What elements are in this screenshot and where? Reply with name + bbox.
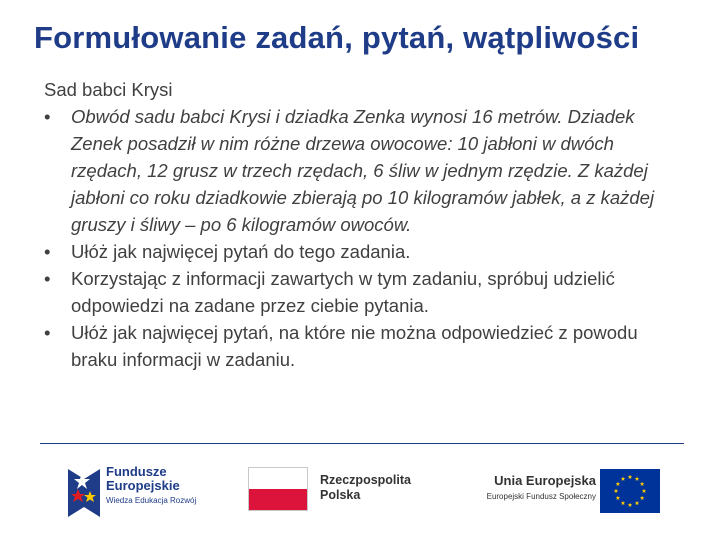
slide-title: Formułowanie zadań, pytań, wątpliwości xyxy=(34,20,640,55)
stars-logo-icon xyxy=(64,465,102,521)
polish-flag-icon xyxy=(248,467,308,511)
slide-content xyxy=(44,76,689,373)
bullet-list xyxy=(44,103,689,373)
rp-logo-line2: Polska xyxy=(320,488,361,502)
bullet-text: Obwód sadu babci Krysi i dziadka Zenka wynosi 16 metrów. Dziadek Zenek posadził w nim różne drzewa owocowe: 10 jabłoni w dwóch rzędach, 12 grusz w trzech rzędach, 6 śliw w jednym rzędzie. Z każdej jabłoni co roku dziadkowie zbierają po 10 kilogramów jabłek, a z każdej gruszy i śliwy – po 6 kilogramów owoców. xyxy=(71,106,655,235)
eu-flag-icon xyxy=(600,469,660,513)
bullet-dot: • xyxy=(44,106,51,127)
bullet-dot: • xyxy=(44,322,51,343)
bullet-text: Ułóż jak najwięcej pytań do tego zadania. xyxy=(71,241,411,262)
bullet-text: Korzystając z informacji zawartych w tym zadaniu, spróbuj udzielić odpowiedzi na zadane przez ciebie pytania. xyxy=(71,268,615,316)
slide-subtitle: Sad babci Krysi xyxy=(44,79,173,100)
fundusze-europejskie-logo xyxy=(64,463,224,523)
eu-logo-tagline: Europejski Fundusz Społeczny xyxy=(486,492,596,501)
bullet-item xyxy=(44,319,689,373)
bullet-text: Ułóż jak najwięcej pytań, na które nie można odpowiedzieć z powodu braku informacji w zadaniu. xyxy=(71,322,638,370)
fe-logo-line2: Europejskie xyxy=(106,478,180,493)
divider-line xyxy=(40,443,684,444)
unia-europejska-logo xyxy=(458,467,668,517)
bullet-item xyxy=(44,265,689,319)
footer-logos xyxy=(0,455,720,535)
rp-logo-line1: Rzeczpospolita xyxy=(320,473,411,487)
fe-logo-tagline: Wiedza Edukacja Rozwój xyxy=(106,496,197,505)
bullet-item xyxy=(44,238,689,265)
bullet-dot: • xyxy=(44,268,51,289)
bullet-item xyxy=(44,103,689,238)
fe-logo-line1: Fundusze xyxy=(106,464,167,479)
rzeczpospolita-polska-logo xyxy=(248,467,448,517)
eu-logo-name: Unia Europejska xyxy=(494,473,596,488)
bullet-dot: • xyxy=(44,241,51,262)
